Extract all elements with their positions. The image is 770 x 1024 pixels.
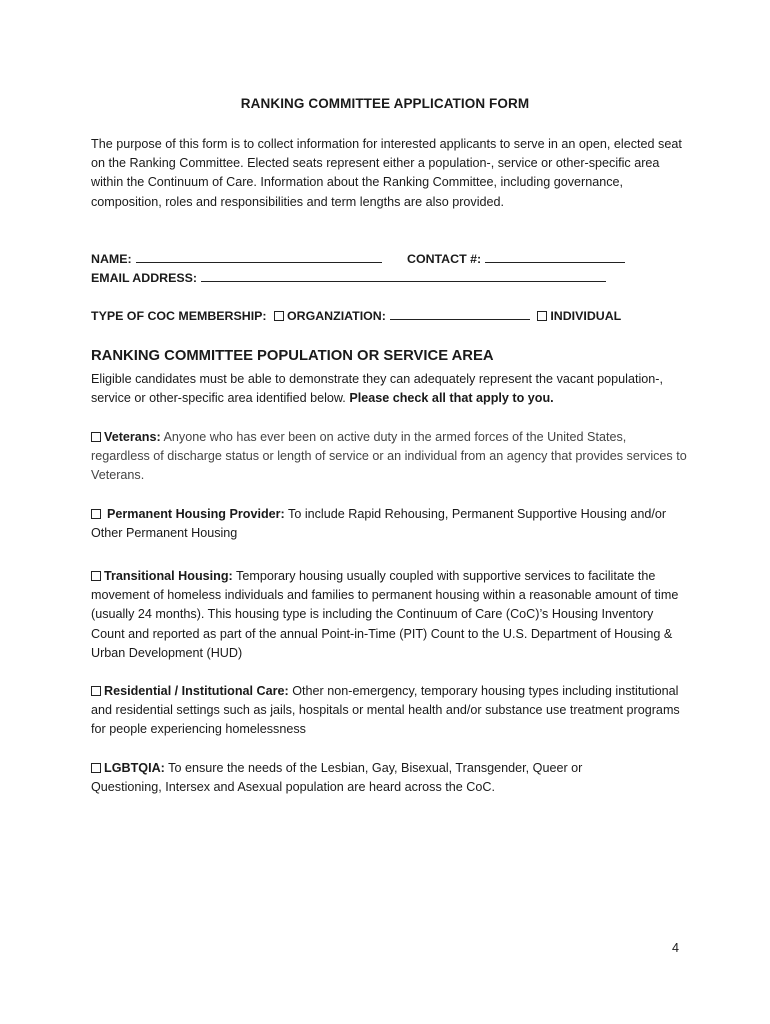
area-item-lgbtqia [91, 759, 651, 797]
individual-label: INDIVIDUAL [550, 309, 622, 323]
contact-input-line[interactable] [485, 250, 625, 263]
organization-checkbox[interactable] [274, 311, 284, 321]
membership-label: TYPE OF COC MEMBERSHIP: [91, 309, 267, 323]
residential-care-checkbox[interactable] [91, 686, 101, 696]
area-item-residential-care [91, 682, 681, 740]
area-item-transitional-housing [91, 567, 681, 663]
organization-label: ORGANZIATION: [287, 309, 386, 323]
transitional-housing-checkbox[interactable] [91, 571, 101, 581]
lgbtqia-description: To ensure the needs of the Lesbian, Gay, Bisexual, Transgender, Queer or Questioning, Intersex and Asexual population are heard across the CoC. [91, 761, 583, 795]
name-input-line[interactable] [136, 250, 382, 263]
eligibility-instruction: Please check all that apply to you. [349, 391, 554, 406]
email-field [91, 269, 606, 285]
section-heading: RANKING COMMITTEE POPULATION OR SERVICE AREA [91, 348, 494, 364]
contact-label: CONTACT #: [407, 252, 482, 266]
name-field [91, 250, 382, 266]
intro-paragraph: The purpose of this form is to collect information for interested applicants to serve in an open, elected seat on the Ranking Committee. Elected seats represent either a population-, service or other-specific area within the Continuum of Care. Information about the Ranking Committee, including governance, composition, roles and responsibilities and term lengths are also provided. [91, 137, 682, 209]
residential-care-description: Other non-emergency, temporary housing types including institutional and residential settings such as jails, hospitals or mental health and/or substance use treatment programs for people experiencing homelessness [91, 684, 680, 737]
individual-checkbox[interactable] [537, 311, 547, 321]
lgbtqia-checkbox[interactable] [91, 763, 101, 773]
area-item-veterans [91, 428, 687, 486]
veterans-label: Veterans: [104, 430, 161, 444]
form-title: RANKING COMMITTEE APPLICATION FORM [240, 96, 530, 111]
transitional-housing-label: Transitional Housing: [104, 569, 233, 583]
organization-input-line[interactable] [390, 307, 530, 320]
eligibility-text: Eligible candidates must be able to demonstrate they can adequately represent the vacant population-, service or other-specific area identified below. [91, 372, 663, 406]
page-number: 4 [672, 941, 680, 955]
residential-care-label: Residential / Institutional Care: [104, 684, 289, 698]
transitional-housing-description: Temporary housing usually coupled with supportive services to facilitate the movement of homeless individuals and families to permanent housing within a reasonable amount of time (usually 24 months). This housing type is including the Continuum of Care (CoC)’s Housing Inventory Count and reported as part of the annual Point-in-Time (PIT) Count to the U.S. Department of Housing & Urban Development (HUD) [91, 569, 679, 660]
email-label: EMAIL ADDRESS: [91, 271, 198, 285]
email-input-line[interactable] [201, 269, 606, 282]
permanent-housing-checkbox[interactable] [91, 509, 101, 519]
contact-field [407, 250, 625, 266]
area-item-permanent-housing [91, 505, 681, 543]
eligibility-paragraph [91, 370, 691, 408]
permanent-housing-label: Permanent Housing Provider: [107, 507, 285, 521]
veterans-description: Anyone who has ever been on active duty in the armed forces of the United States, regardless of discharge status or length of service or an individual from an agency that provides services to Veterans. [91, 430, 687, 483]
lgbtqia-label: LGBTQIA: [104, 761, 165, 775]
membership-field [91, 307, 621, 323]
permanent-housing-description: To include Rapid Rehousing, Permanent Supportive Housing and/or Other Permanent Housing [91, 507, 667, 541]
veterans-checkbox[interactable] [91, 432, 101, 442]
name-label: NAME: [91, 252, 132, 266]
